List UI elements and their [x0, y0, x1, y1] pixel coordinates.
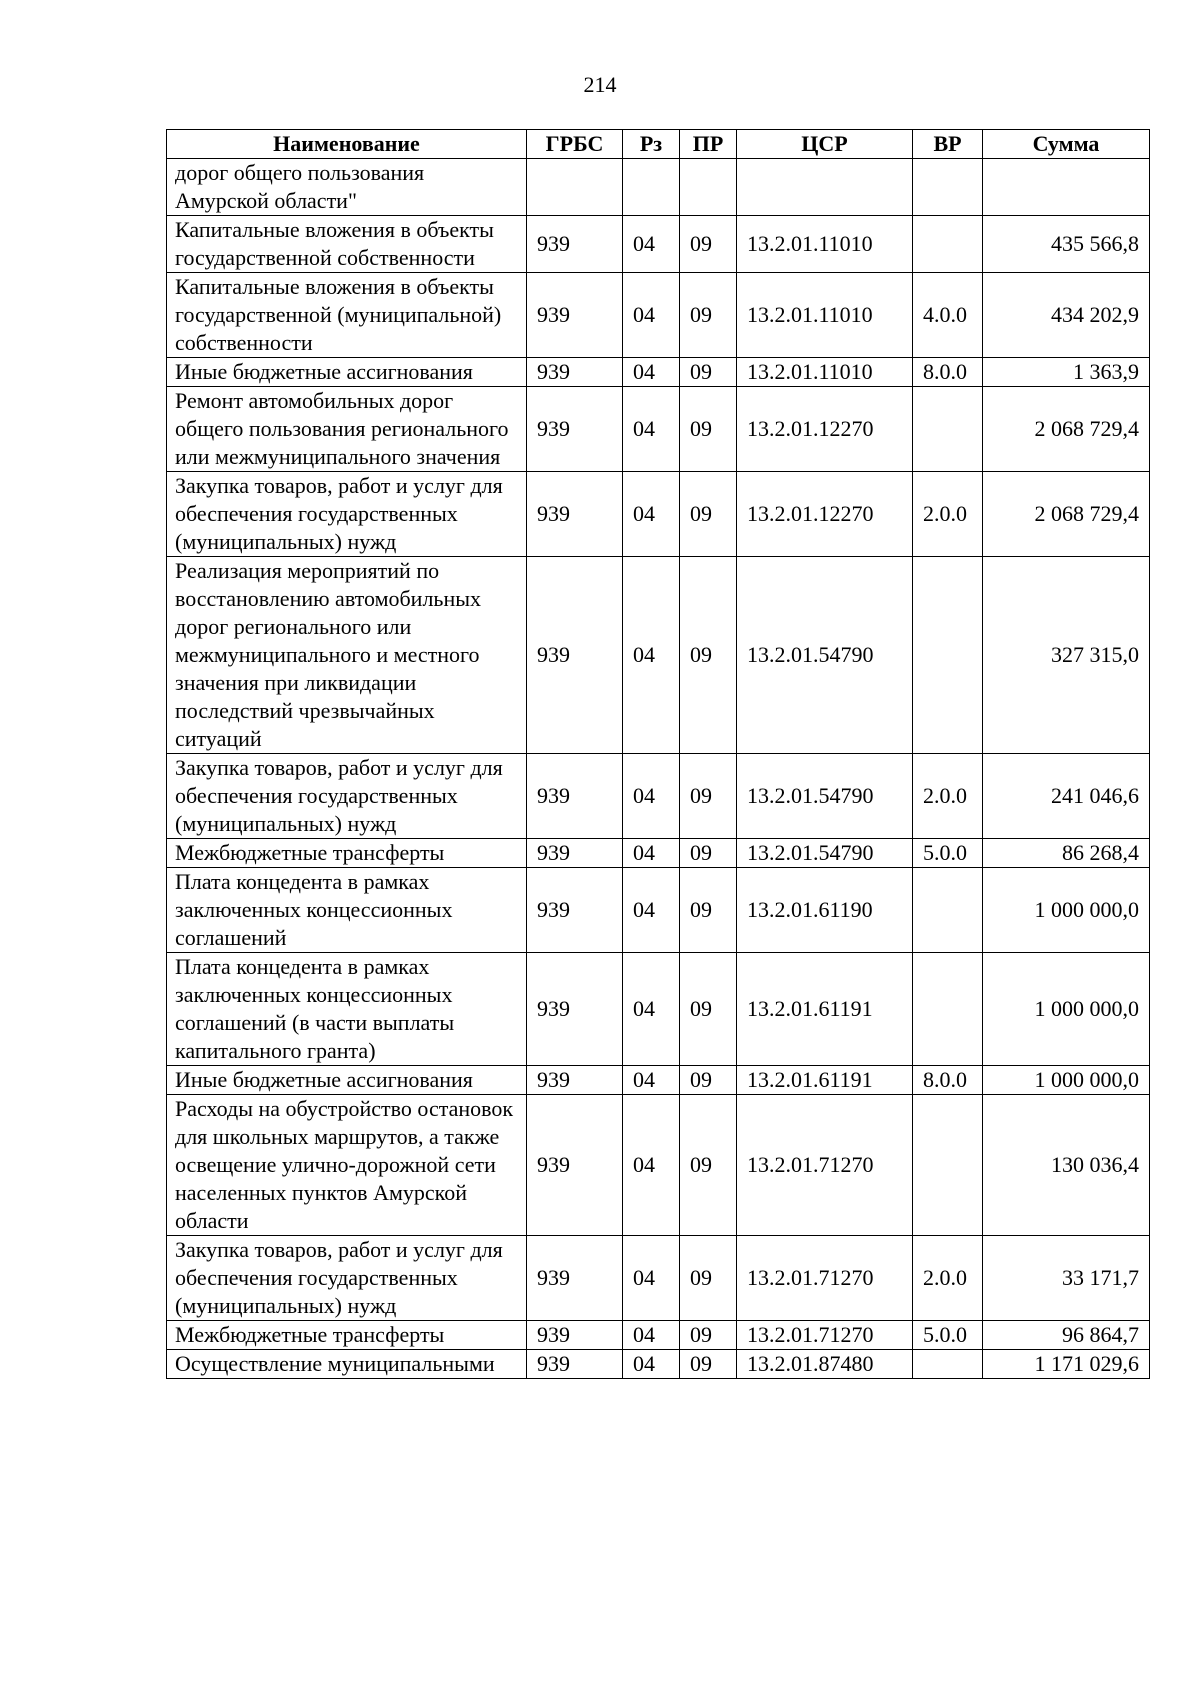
cell-csr: 13.2.01.12270 [737, 387, 913, 472]
cell-csr: 13.2.01.54790 [737, 557, 913, 754]
cell-name: Плата концедента в рамках заключенных концессионных соглашений [167, 868, 527, 953]
cell-vr [913, 159, 983, 216]
table-row [167, 1321, 1150, 1350]
cell-grbs: 939 [527, 868, 623, 953]
table-row [167, 472, 1150, 557]
table-row [167, 1095, 1150, 1236]
cell-grbs: 939 [527, 216, 623, 273]
table-row [167, 159, 1150, 216]
cell-sum: 2 068 729,4 [983, 472, 1150, 557]
cell-csr: 13.2.01.71270 [737, 1321, 913, 1350]
cell-name: Осуществление муниципальными [167, 1350, 527, 1379]
cell-pr: 09 [680, 273, 737, 358]
cell-vr: 5.0.0 [913, 1321, 983, 1350]
cell-grbs: 939 [527, 754, 623, 839]
cell-vr [913, 557, 983, 754]
cell-vr: 2.0.0 [913, 1236, 983, 1321]
cell-csr: 13.2.01.11010 [737, 216, 913, 273]
cell-pr: 09 [680, 472, 737, 557]
cell-grbs: 939 [527, 1236, 623, 1321]
table-row [167, 216, 1150, 273]
cell-name: Иные бюджетные ассигнования [167, 1066, 527, 1095]
cell-rz: 04 [623, 1095, 680, 1236]
cell-vr [913, 1350, 983, 1379]
cell-rz: 04 [623, 387, 680, 472]
cell-sum: 327 315,0 [983, 557, 1150, 754]
cell-sum: 434 202,9 [983, 273, 1150, 358]
cell-grbs [527, 159, 623, 216]
cell-csr: 13.2.01.12270 [737, 472, 913, 557]
cell-sum: 1 000 000,0 [983, 868, 1150, 953]
cell-sum: 96 864,7 [983, 1321, 1150, 1350]
cell-vr: 2.0.0 [913, 754, 983, 839]
cell-grbs: 939 [527, 1066, 623, 1095]
table-row [167, 1066, 1150, 1095]
header-vr: ВР [913, 130, 983, 159]
cell-rz: 04 [623, 273, 680, 358]
cell-vr [913, 1095, 983, 1236]
cell-pr: 09 [680, 216, 737, 273]
header-name: Наименование [167, 130, 527, 159]
cell-name: Ремонт автомобильных дорог общего пользования регионального или межмуниципального значения [167, 387, 527, 472]
cell-vr: 8.0.0 [913, 358, 983, 387]
cell-vr: 2.0.0 [913, 472, 983, 557]
cell-vr [913, 216, 983, 273]
cell-vr: 4.0.0 [913, 273, 983, 358]
table-header-row [167, 130, 1150, 159]
table-row [167, 1350, 1150, 1379]
cell-name: Реализация мероприятий по восстановлению автомобильных дорог регионального или межмуниципального и местного значения при ликвидации последствий чрезвычайных ситуаций [167, 557, 527, 754]
cell-pr: 09 [680, 358, 737, 387]
cell-pr: 09 [680, 557, 737, 754]
cell-rz: 04 [623, 472, 680, 557]
cell-name: Закупка товаров, работ и услуг для обеспечения государственных (муниципальных) нужд [167, 472, 527, 557]
table-body [167, 159, 1150, 1379]
cell-vr [913, 868, 983, 953]
cell-sum: 86 268,4 [983, 839, 1150, 868]
cell-csr: 13.2.01.71270 [737, 1236, 913, 1321]
table-row [167, 839, 1150, 868]
cell-name: Плата концедента в рамках заключенных концессионных соглашений (в части выплаты капитального гранта) [167, 953, 527, 1066]
cell-grbs: 939 [527, 839, 623, 868]
cell-grbs: 939 [527, 1321, 623, 1350]
cell-rz: 04 [623, 1350, 680, 1379]
header-rz: Рз [623, 130, 680, 159]
cell-rz: 04 [623, 953, 680, 1066]
table-row [167, 387, 1150, 472]
cell-name: дорог общего пользования Амурской области" [167, 159, 527, 216]
cell-pr: 09 [680, 1321, 737, 1350]
cell-name: Закупка товаров, работ и услуг для обеспечения государственных (муниципальных) нужд [167, 754, 527, 839]
cell-pr: 09 [680, 387, 737, 472]
cell-grbs: 939 [527, 953, 623, 1066]
cell-pr: 09 [680, 1095, 737, 1236]
cell-vr: 8.0.0 [913, 1066, 983, 1095]
cell-rz: 04 [623, 358, 680, 387]
cell-name: Капитальные вложения в объекты государственной (муниципальной) собственности [167, 273, 527, 358]
cell-csr [737, 159, 913, 216]
cell-sum: 2 068 729,4 [983, 387, 1150, 472]
cell-rz: 04 [623, 868, 680, 953]
cell-csr: 13.2.01.71270 [737, 1095, 913, 1236]
header-pr: ПР [680, 130, 737, 159]
cell-csr: 13.2.01.11010 [737, 273, 913, 358]
cell-rz [623, 159, 680, 216]
cell-sum: 33 171,7 [983, 1236, 1150, 1321]
cell-sum [983, 159, 1150, 216]
table-row [167, 953, 1150, 1066]
cell-rz: 04 [623, 1066, 680, 1095]
cell-grbs: 939 [527, 472, 623, 557]
cell-sum: 130 036,4 [983, 1095, 1150, 1236]
cell-sum: 241 046,6 [983, 754, 1150, 839]
cell-rz: 04 [623, 754, 680, 839]
page-number: 214 [583, 72, 617, 97]
cell-rz: 04 [623, 1236, 680, 1321]
cell-csr: 13.2.01.11010 [737, 358, 913, 387]
cell-sum: 435 566,8 [983, 216, 1150, 273]
table-row [167, 754, 1150, 839]
cell-rz: 04 [623, 557, 680, 754]
cell-sum: 1 000 000,0 [983, 953, 1150, 1066]
cell-grbs: 939 [527, 273, 623, 358]
table-row [167, 557, 1150, 754]
cell-pr: 09 [680, 839, 737, 868]
cell-rz: 04 [623, 839, 680, 868]
cell-csr: 13.2.01.87480 [737, 1350, 913, 1379]
header-csr: ЦСР [737, 130, 913, 159]
cell-name: Капитальные вложения в объекты государственной собственности [167, 216, 527, 273]
cell-name: Закупка товаров, работ и услуг для обеспечения государственных (муниципальных) нужд [167, 1236, 527, 1321]
table-row [167, 1236, 1150, 1321]
cell-rz: 04 [623, 1321, 680, 1350]
cell-sum: 1 000 000,0 [983, 1066, 1150, 1095]
cell-pr: 09 [680, 953, 737, 1066]
cell-pr [680, 159, 737, 216]
cell-grbs: 939 [527, 557, 623, 754]
cell-name: Межбюджетные трансферты [167, 1321, 527, 1350]
cell-rz: 04 [623, 216, 680, 273]
cell-name: Иные бюджетные ассигнования [167, 358, 527, 387]
cell-grbs: 939 [527, 358, 623, 387]
cell-csr: 13.2.01.54790 [737, 754, 913, 839]
cell-csr: 13.2.01.61191 [737, 953, 913, 1066]
cell-vr [913, 953, 983, 1066]
cell-pr: 09 [680, 1066, 737, 1095]
cell-pr: 09 [680, 1350, 737, 1379]
table-row [167, 273, 1150, 358]
cell-pr: 09 [680, 1236, 737, 1321]
cell-sum: 1 171 029,6 [983, 1350, 1150, 1379]
cell-grbs: 939 [527, 1350, 623, 1379]
cell-name: Расходы на обустройство остановок для школьных маршрутов, а также освещение улично-дорожной сети населенных пунктов Амурской области [167, 1095, 527, 1236]
cell-grbs: 939 [527, 1095, 623, 1236]
cell-pr: 09 [680, 754, 737, 839]
cell-grbs: 939 [527, 387, 623, 472]
header-grbs: ГРБС [527, 130, 623, 159]
cell-csr: 13.2.01.61191 [737, 1066, 913, 1095]
cell-name: Межбюджетные трансферты [167, 839, 527, 868]
budget-table [166, 129, 1150, 1379]
cell-sum: 1 363,9 [983, 358, 1150, 387]
table-row [167, 868, 1150, 953]
header-sum: Сумма [983, 130, 1150, 159]
table-row [167, 358, 1150, 387]
cell-vr: 5.0.0 [913, 839, 983, 868]
cell-vr [913, 387, 983, 472]
cell-pr: 09 [680, 868, 737, 953]
cell-csr: 13.2.01.54790 [737, 839, 913, 868]
cell-csr: 13.2.01.61190 [737, 868, 913, 953]
